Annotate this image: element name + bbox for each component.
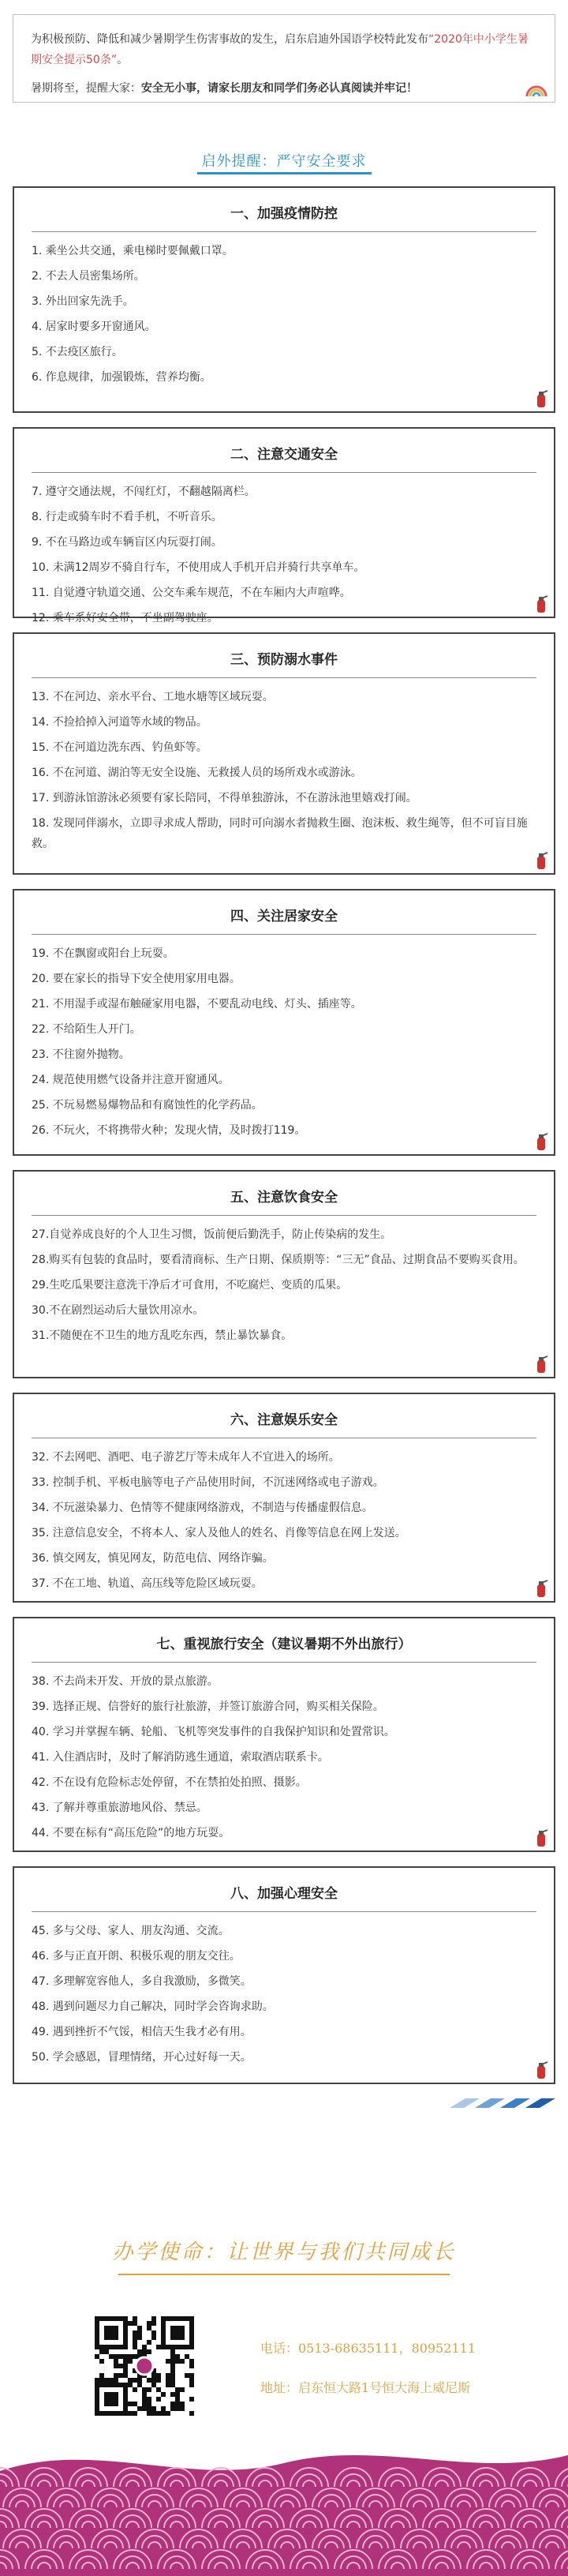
tip-list — [32, 1222, 536, 1348]
intro-reminder — [31, 78, 537, 99]
tip-list — [32, 1918, 536, 2070]
section-title: 八、加强心理安全 — [32, 1882, 536, 1912]
tip-item: 18. 发现同伴溺水，立即寻求成人帮助，同时可向溺水者抛救生圈、泡沫板、救生绳等，但不可盲目施救。 — [32, 817, 528, 850]
tip-item: 14. 不捡拾掉入河道等水域的物品。 — [32, 716, 207, 729]
section-card — [13, 1393, 555, 1603]
tip-item: 33. 控制手机、平板电脑等电子产品使用时间，不沉迷网络或电子游戏。 — [32, 1476, 384, 1489]
tip-list — [32, 684, 536, 857]
tip-list — [32, 479, 536, 631]
section-card — [13, 1866, 555, 2084]
tip-item: 34. 不玩滋染暴力、色情等不健康网络游戏，不制造与传播虚假信息。 — [32, 1502, 373, 1514]
section-title: 六、注意娱乐安全 — [32, 1408, 536, 1438]
tip-item: 46. 多与正直开朗、积极乐观的朋友交往。 — [32, 1950, 241, 1963]
footer — [0, 2109, 568, 2576]
tip-item: 13. 不在河边、亲水平台、工地水塘等区域玩耍。 — [32, 691, 274, 703]
tip-list — [32, 1445, 536, 1596]
tip-item: 1. 乘坐公共交通，乘电梯时要佩戴口罩。 — [32, 245, 234, 257]
tip-item: 47. 多理解宽容他人，多自我激励，多微笑。 — [32, 1975, 252, 1988]
fire-extinguisher-icon — [533, 1579, 549, 1598]
section-card — [13, 889, 555, 1156]
intro-highlight: “2020年中小学生暑期安全提示50条” — [31, 33, 529, 66]
banner-title: 启外提醒：严守安全要求 — [197, 150, 372, 174]
tip-item: 29.生吃瓜果要注意洗干净后才可食用，不吃腐烂、变质的瓜果。 — [32, 1279, 348, 1292]
fire-extinguisher-icon — [533, 1132, 549, 1151]
qr-code-icon — [95, 2316, 194, 2416]
tip-item: 6. 作息规律，加强锻炼，营养均衡。 — [32, 371, 211, 384]
intro-paragraph — [31, 29, 537, 70]
tip-item: 8. 行走或骑车时不看手机，不听音乐。 — [32, 511, 222, 523]
tip-list — [32, 238, 536, 390]
tip-item: 35. 注意信息安全，不将本人、家人及他人的姓名、肖像等信息在网上发送。 — [32, 1527, 406, 1539]
tip-item: 16. 不在河道、湖泊等无安全设施、无救援人员的场所戏水或游泳。 — [32, 767, 362, 779]
tip-item: 24. 规范使用燃气设备并注意开窗通风。 — [32, 1074, 230, 1086]
tip-item: 39. 选择正规、信誉好的旅行社旅游，并签订旅游合同，购买相关保险。 — [32, 1700, 384, 1713]
section-title: 四、关注居家安全 — [32, 905, 536, 935]
tip-item: 38. 不去尚未开发、开放的景点旅游。 — [32, 1675, 219, 1688]
intro-reminder-lead: 暑期将至，提醒大家： — [31, 82, 141, 95]
fire-extinguisher-icon — [533, 1828, 549, 1847]
tip-item: 15. 不在河道边洗东西、钓鱼虾等。 — [32, 741, 207, 754]
tip-item: 45. 多与父母、家人、朋友沟通、交流。 — [32, 1925, 230, 1937]
section-card — [13, 632, 555, 875]
tip-item: 21. 不用湿手或湿布触碰家用电器，不要乱动电线、灯头、插座等。 — [32, 998, 362, 1011]
stripe-divider — [13, 2098, 555, 2108]
tip-item: 20. 要在家长的指导下安全使用家用电器。 — [32, 973, 241, 985]
section-card — [13, 1170, 555, 1378]
sections-container — [0, 186, 568, 2084]
tip-item: 11. 自觉遵守轨道交通、公交车乘车规范，不在车厢内大声喧哗。 — [32, 587, 351, 599]
tip-item: 27.自觉养成良好的个人卫生习惯，饭前便后勤洗手，防止传染病的发生。 — [32, 1228, 392, 1241]
wave-pattern — [0, 2439, 568, 2576]
tip-list — [32, 1669, 536, 1846]
tip-item: 50. 学会感恩，冒理情绪，开心过好每一天。 — [32, 2051, 252, 2064]
tip-item: 49. 遇到挫折不气馁，相信天生我才必有用。 — [32, 2026, 252, 2038]
section-title: 七、重视旅行安全（建议暑期不外出旅行） — [32, 1633, 536, 1663]
tip-item: 28.购买有包装的食品时，要看清商标、生产日期、保质期等：“三无”食品、过期食品不要购买食用。 — [32, 1254, 525, 1266]
intro-text: 为积极预防、降低和减少暑期学生伤害事故的发生，启东启迪外国语学校特此发布 — [31, 33, 428, 46]
tip-item: 43. 了解并尊重旅游地风俗、禁忌。 — [32, 1802, 207, 1814]
tip-item: 2. 不去人员密集场所。 — [32, 270, 145, 283]
tip-item: 31.不随便在不卫生的地方乱吃东西，禁止暴饮暴食。 — [32, 1329, 293, 1342]
tip-item: 30.不在剧烈运动后大量饮用凉水。 — [32, 1304, 204, 1317]
fire-extinguisher-icon — [533, 594, 549, 613]
intro-box — [13, 14, 555, 103]
section-card — [13, 427, 555, 624]
fire-extinguisher-icon — [533, 2060, 549, 2079]
section-card — [13, 186, 555, 413]
tip-item: 41. 入住酒店时，及时了解消防逃生通道，索取酒店联系卡。 — [32, 1751, 329, 1764]
tip-item: 22. 不给陌生人开门。 — [32, 1023, 141, 1036]
tip-item: 25. 不玩易燃易爆物品和有腐蚀性的化学药品。 — [32, 1099, 263, 1112]
tip-item: 19. 不在飘窗或阳台上玩耍。 — [32, 947, 174, 960]
section-title: 五、注意饮食安全 — [32, 1186, 536, 1216]
tip-item: 26. 不玩火，不将携带火种；发现火情，及时拨打119。 — [32, 1124, 306, 1137]
tip-item: 12. 乘车系好安全带，不坐副驾驶座。 — [32, 612, 219, 624]
intro-reminder-emphasis: 安全无小事，请家长朋友和同学们务必认真阅读并牢记！ — [141, 82, 417, 95]
tip-item: 23. 不往窗外抛物。 — [32, 1048, 130, 1061]
section-title: 三、预防溺水事件 — [32, 648, 536, 678]
address: 地址：启东恒大路1号恒大海上威尼斯 — [260, 2380, 471, 2395]
tip-item: 10. 未满12周岁不骑自行车，不使用成人手机开启并骑行共享单车。 — [32, 561, 365, 574]
school-motto: 办学使命：让世界与我们共同成长 — [112, 2240, 456, 2264]
tip-item: 40. 学习并掌握车辆、轮船、飞机等突发事件的自我保护知识和处置常识。 — [32, 1726, 395, 1738]
tip-item: 9. 不在马路边或车辆盲区内玩耍打闹。 — [32, 536, 222, 549]
phone-number: 电话：0513-68635111，80952111 — [260, 2341, 476, 2356]
tip-item: 4. 居家时要多开窗通风。 — [32, 321, 156, 333]
tip-item: 42. 不在设有危险标志处停留，不在禁拍处拍照、摄影。 — [32, 1776, 307, 1789]
tip-item: 36. 慎交网友，慎见网友，防范电信、网络诈骗。 — [32, 1552, 274, 1565]
stripe-icon — [445, 2098, 555, 2108]
motto-underline — [118, 2274, 450, 2275]
fire-extinguisher-icon — [533, 851, 549, 870]
fire-extinguisher-icon — [533, 389, 549, 408]
tip-item: 3. 外出回家先洗手。 — [32, 295, 134, 308]
tip-item: 48. 遇到问题尽力自己解决，同时学会咨询求助。 — [32, 2000, 274, 2013]
section-banner — [0, 150, 568, 174]
tip-item: 5. 不去疫区旅行。 — [32, 346, 123, 358]
tip-item: 44. 不要在标有“高压危险”的地方玩耍。 — [32, 1827, 230, 1839]
tip-item: 7. 遵守交通法规，不闯红灯，不翻越隔离栏。 — [32, 486, 256, 498]
intro-period: 。 — [117, 54, 129, 66]
rainbow-icon — [525, 83, 548, 97]
fire-extinguisher-icon — [533, 1355, 549, 1374]
section-card — [13, 1617, 555, 1852]
section-title: 一、加强疫情防控 — [32, 202, 536, 232]
tip-item: 17. 到游泳馆游泳必须要有家长陪同，不得单独游泳，不在游泳池里嬉戏打闹。 — [32, 792, 417, 804]
tip-item: 37. 不在工地、轨道、高压线等危险区域玩耍。 — [32, 1577, 263, 1590]
tip-item: 32. 不去网吧、酒吧、电子游艺厅等未成年人不宜进入的场所。 — [32, 1451, 340, 1464]
section-title: 二、注意交通安全 — [32, 443, 536, 473]
tip-list — [32, 941, 536, 1143]
